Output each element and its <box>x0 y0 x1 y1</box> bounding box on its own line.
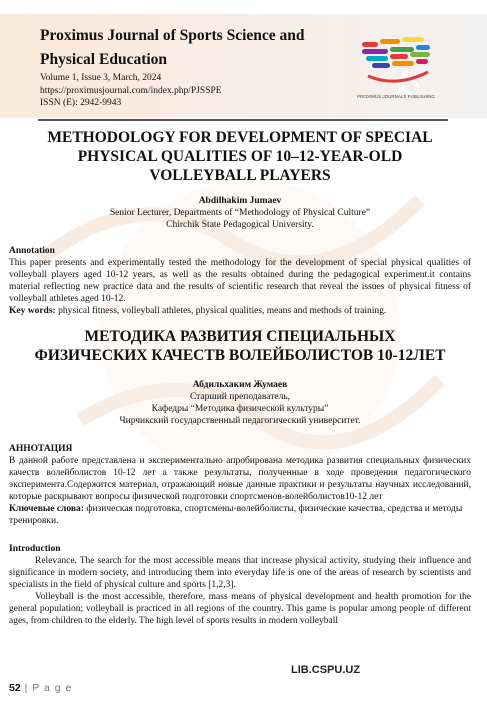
keywords-en <box>9 305 471 317</box>
author-affiliation-ru: Чирчикский государственный педагогический университет. <box>119 416 361 426</box>
author-block-ru <box>9 379 471 427</box>
annotation-text-en: This paper presents and experimentally tested the methodology for the development of special physical qualities of volleyball players aged 10-12 years, as well as the results obtained during the pedagogical experiment.it contains material reflecting new practice data and the results of scientific research that reveal the issues of physical fitness of volleyball athletes aged 10-12. <box>9 258 471 304</box>
page-number: 52 <box>9 682 21 694</box>
article-title-en: METHODOLOGY FOR DEVELOPMENT OF SPECIAL PHYSICAL QUALITIES OF 10–12-YEAR-OLD VOLLEYBALL PLAYERS <box>47 129 433 184</box>
site-watermark: LIB.CSPU.UZ <box>291 664 361 676</box>
journal-header <box>0 0 487 128</box>
introduction-paragraph-1: Relevance. The search for the most accessible means that increase physical activity, studying their influence and significance in modern society, and introducing them into everyday life is one of the areas of research by scientists and specialists in the field of physical culture and sports [1,2,3]. <box>9 556 471 590</box>
journal-title: Proximus Journal of Sports Science and Physical Education <box>40 27 305 68</box>
keywords-text-ru: физическая подготовка, спортсмены-волейболисты, физические качества, средства и методы тренировки. <box>9 504 463 526</box>
author-affiliation-en: Chirchik State Pedagogical University. <box>166 220 314 230</box>
author-name-ru: Абдильхаким Жумаев <box>192 380 288 390</box>
article-body <box>9 128 471 627</box>
keywords-ru <box>9 503 471 527</box>
author-name-en: Abdilhakim Jumaev <box>198 196 282 206</box>
author-block-en <box>9 195 471 231</box>
article-title-ru: МЕТОДИКА РАЗВИТИЯ СПЕЦИАЛЬНЫХ ФИЗИЧЕСКИХ КАЧЕСТВ ВОЛЕЙБОЛИСТОВ 10-12ЛЕТ <box>34 328 446 364</box>
annotation-heading-en: Annotation <box>9 246 55 256</box>
introduction-section <box>9 543 471 627</box>
keywords-text-en: physical fitness, volleyball athletes, physical qualities, means and methods of training. <box>55 306 387 316</box>
author-position-ru: Старший преподаватель, <box>189 392 291 402</box>
annotation-ru <box>9 443 471 527</box>
page-footer <box>9 664 479 698</box>
introduction-paragraph-2: Volleyball is the most accessible, therefore, mass means of physical development and health promotion for the general population; volleyball is practiced in all regions of the country. This game is popular among people of different ages, from children to the elderly. The high level of sports results in modern volleyball <box>9 592 471 626</box>
logo-text: PROXIMUS JOURNALS PUBLISHING <box>357 94 435 99</box>
annotation-heading-ru: АННОТАЦИЯ <box>9 444 73 454</box>
page-label: | P a g e <box>20 682 73 694</box>
keywords-label-ru: Ключевые слова: <box>9 504 84 514</box>
keywords-label-en: Key words: <box>9 306 56 316</box>
annotation-text-ru: В данной работе представлена и экспериментально апробирована методика развития специальных физических качеств волейболистов 10-12 лет а также результаты, полученные в ходе проведения педагогического эксперимента.Содержится материал, отражающий новые данные практики и результаты научных исследований, которые раскрывают вопросы физической подготовки спортсменов-волейболистов10-12 лет <box>9 456 471 502</box>
journal-meta <box>40 72 222 110</box>
page-number-block <box>9 682 72 694</box>
annotation-en <box>9 245 471 317</box>
introduction-heading: Introduction <box>9 544 61 554</box>
header-divider <box>38 119 448 121</box>
journal-volume: Volume 1, Issue 3, March, 2024 <box>40 73 162 83</box>
author-department-ru: Кафедры “Методика физической культуры” <box>151 404 329 414</box>
author-position-en: Senior Lecturer, Departments of “Methodology of Physical Culture” <box>109 208 371 218</box>
journal-logo-icon <box>350 30 442 102</box>
journal-issn: ISSN (E): 2942-9943 <box>40 98 122 108</box>
journal-url[interactable]: https://proximusjournal.com/index.php/PJSSPE <box>40 85 222 96</box>
